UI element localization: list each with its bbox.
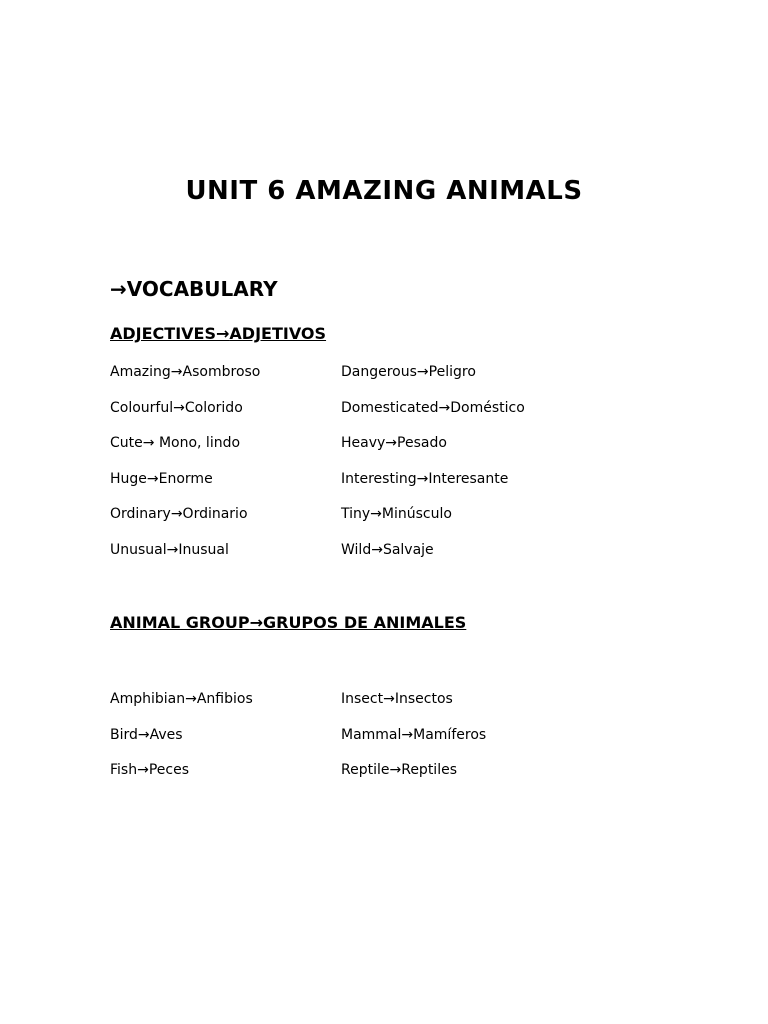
term-es: Reptiles (401, 762, 457, 779)
term-es: Aves (149, 726, 183, 743)
term-es: Peces (148, 762, 189, 779)
term-es: Mono, lindo (154, 435, 241, 452)
term-es: Interesante (428, 470, 509, 487)
term-en: Amazing (110, 364, 171, 380)
arrow-right-icon: → (110, 277, 127, 301)
term-es: Doméstico (450, 399, 525, 416)
term-es: Ordinario (182, 506, 248, 523)
arrow-right-icon: → (249, 613, 263, 632)
arrow-right-icon: → (216, 324, 230, 343)
arrow-right-icon: → (173, 399, 185, 416)
animal-group-list (110, 690, 670, 797)
term-en: Heavy (341, 435, 386, 452)
animal-group-heading-es: GRUPOS DE ANIMALES (262, 613, 467, 632)
adjective-right-entry (341, 363, 476, 381)
animal-group-left-entry (110, 690, 253, 708)
term-es: Salvaje (382, 541, 434, 558)
arrow-right-icon: → (166, 541, 179, 558)
term-es: Mamíferos (413, 726, 487, 743)
arrow-right-icon: → (137, 762, 149, 779)
adjective-left-entry (110, 399, 243, 417)
term-en: Colourful (110, 399, 174, 416)
adjective-left-entry (110, 541, 229, 559)
list-item (110, 541, 670, 577)
adjective-left-entry (110, 470, 213, 488)
term-es: Minúsculo (381, 506, 452, 523)
arrow-right-icon: → (438, 399, 451, 416)
list-item (110, 726, 670, 762)
arrow-right-icon: → (416, 364, 429, 380)
term-en: Cute (110, 435, 143, 452)
adjective-left-entry (110, 505, 248, 523)
animal-group-left-entry (110, 761, 189, 779)
adjective-right-entry (341, 434, 447, 452)
adjective-right-entry (341, 470, 508, 488)
arrow-right-icon: → (370, 506, 382, 523)
animal-group-right-entry (341, 690, 453, 708)
adjective-left-entry (110, 363, 260, 381)
arrow-right-icon: → (389, 762, 402, 779)
adjectives-heading (110, 324, 326, 343)
vocabulary-heading-text: VOCABULARY (126, 277, 278, 301)
arrow-right-icon: → (137, 726, 150, 743)
adjectives-heading-es: ADJETIVOS (229, 324, 327, 343)
list-item (110, 690, 670, 726)
adjectives-heading-en: ADJECTIVES (110, 324, 216, 343)
term-en: Reptile (341, 762, 390, 779)
list-item (110, 434, 670, 470)
arrow-right-icon: → (401, 726, 414, 743)
term-es: Anfibios (196, 691, 253, 707)
arrow-right-icon: → (371, 541, 383, 558)
term-es: Colorido (184, 399, 243, 416)
term-en: Huge (110, 470, 147, 487)
term-en: Fish (110, 762, 138, 779)
adjective-right-entry (341, 541, 434, 559)
term-es: Peligro (428, 364, 476, 380)
arrow-right-icon: → (146, 470, 159, 487)
list-item (110, 761, 670, 797)
page-title-text: UNIT 6 AMAZING ANIMALS (185, 176, 583, 206)
adjective-right-entry (341, 505, 452, 523)
animal-group-left-entry (110, 726, 183, 744)
arrow-right-icon: → (416, 470, 429, 487)
term-en: Tiny (341, 506, 371, 523)
adjective-left-entry (110, 434, 240, 452)
term-es: Enorme (158, 470, 213, 487)
adjective-right-entry (341, 399, 525, 417)
arrow-right-icon: → (185, 691, 197, 707)
arrow-right-icon: → (170, 506, 183, 523)
page-title (0, 176, 768, 206)
term-es: Pesado (397, 435, 447, 452)
animal-group-right-entry (341, 761, 457, 779)
list-item (110, 470, 670, 506)
list-item (110, 505, 670, 541)
term-es: Insectos (394, 691, 453, 707)
adjectives-list (110, 363, 670, 577)
term-en: Insect (341, 691, 384, 707)
term-en: Ordinary (110, 506, 171, 523)
term-en: Unusual (110, 541, 167, 558)
list-item (110, 363, 670, 399)
term-en: Domesticated (341, 399, 439, 416)
arrow-right-icon: → (170, 364, 183, 380)
list-item (110, 399, 670, 435)
arrow-right-icon: → (385, 435, 398, 452)
term-en: Interesting (341, 470, 417, 487)
arrow-right-icon: → (383, 691, 395, 707)
arrow-right-icon: → (142, 435, 155, 452)
animal-group-right-entry (341, 726, 486, 744)
term-en: Mammal (341, 726, 402, 743)
term-es: Asombroso (182, 364, 261, 380)
term-es: Inusual (178, 541, 229, 558)
term-en: Wild (341, 541, 372, 558)
animal-group-heading (110, 613, 466, 632)
term-en: Amphibian (110, 691, 186, 707)
vocabulary-heading (110, 277, 278, 301)
term-en: Dangerous (341, 364, 417, 380)
animal-group-heading-en: ANIMAL GROUP (110, 613, 250, 632)
term-en: Bird (110, 726, 138, 743)
